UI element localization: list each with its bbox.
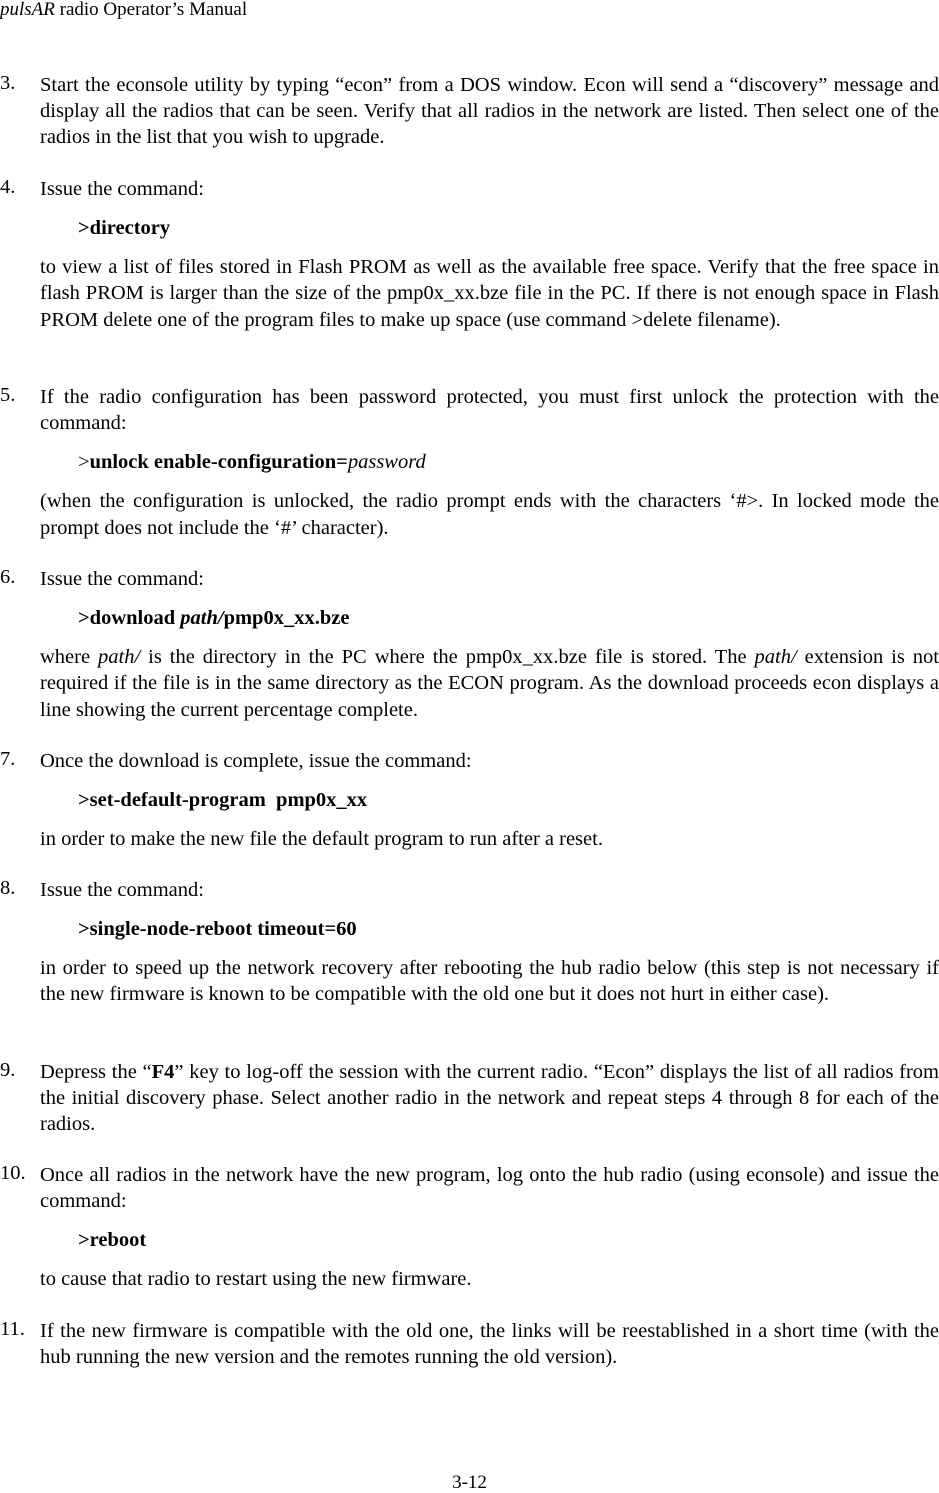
command-line: >reboot [78,1229,147,1252]
step-number: 4. [0,176,16,198]
step-number: 7. [0,748,16,770]
command-line: >set-default-program pmp0x_xx [78,789,368,812]
step-explanation: to view a list of files stored in Flash PROM as well as the available free space. Verify that the free space in flash PROM is larger than the size of the pmp0x_xx.bze file in the PC. If there is not enough space in Flash PROM delete one of the program files to make up space (use command >delete filename). [40,256,939,331]
key-name: F4 [151,1061,175,1083]
step-7 [0,748,939,852]
step-explanation: to cause that radio to restart using the new firmware. [40,1268,472,1291]
step-intro: If the radio configuration has been password protected, you must first unlock the protection with the command: [40,386,939,435]
path-term: path/ [98,646,141,669]
step-intro: Once the download is complete, issue the command: [40,750,472,772]
step-5 [0,384,939,541]
step-number: 11. [0,1318,25,1340]
command-prompt: > [78,451,90,474]
step-intro: Issue the command: [40,879,204,901]
step-6 [0,566,939,723]
step-number: 3. [0,72,16,94]
step-4 [0,176,939,333]
step-explanation: where path/ is the directory in the PC where the pmp0x_xx.bze file is stored. The path/ extension is not required if the file is in the same directory as the ECON program. As the download proceeds econ displays a line showing the current percentage complete. [40,646,939,721]
running-header [0,0,247,20]
step-3 [0,72,939,151]
command-line [78,449,939,475]
header-title: radio Operator’s Manual [54,0,248,20]
step-explanation: (when the configuration is unlocked, the radio prompt ends with the characters ‘#>. In locked mode the prompt does not include the ‘#’ character). [40,490,939,539]
command-line: >single-node-reboot timeout=60 [78,918,357,941]
step-intro: Issue the command: [40,568,204,590]
step-9 [0,1059,939,1138]
command-line [78,605,939,631]
step-8 [0,877,939,1008]
product-name: pulsAR [0,0,55,20]
step-number: 6. [0,566,16,588]
command-keyword: >download [78,607,181,630]
command-keyword: unlock enable-configuration= [89,451,348,474]
step-text: Depress the “F4” key to log-off the session with the current radio. “Econ” displays the list of all radios from the initial discovery phase. Select another radio in the network and repeat steps 4 through 8 for each of the radios. [40,1061,939,1136]
step-explanation: in order to speed up the network recovery after rebooting the hub radio below (this step is not necessary if the new firmware is known to be compatible with the old one but it does not hurt in either case). [40,957,939,1006]
command-line: >directory [78,217,171,240]
command-file: pmp0x_xx.bze [223,607,350,630]
step-number: 8. [0,877,16,899]
path-term: path/ [754,646,797,669]
command-path: path/ [180,607,224,630]
step-number: 10. [0,1162,26,1184]
command-argument: password [347,451,426,474]
step-number: 5. [0,384,16,406]
step-explanation: in order to make the new file the default program to run after a reset. [40,828,603,851]
page-number: 3-12 [452,1472,487,1493]
step-intro: Once all radios in the network have the new program, log onto the hub radio (using econsole) and issue the command: [40,1164,939,1213]
step-intro: Issue the command: [40,178,204,200]
step-text: Start the econsole utility by typing “econ” from a DOS window. Econ will send a “discovery” message and display all the radios that can be seen. Verify that all radios in the network are listed. Then select one of the radios in the list that you wish to upgrade. [40,74,939,149]
step-text: If the new firmware is compatible with the old one, the links will be reestablished in a short time (with the hub running the new version and the remotes running the old version). [40,1320,939,1369]
step-11 [0,1318,939,1370]
step-10 [0,1162,939,1293]
step-number: 9. [0,1059,16,1081]
